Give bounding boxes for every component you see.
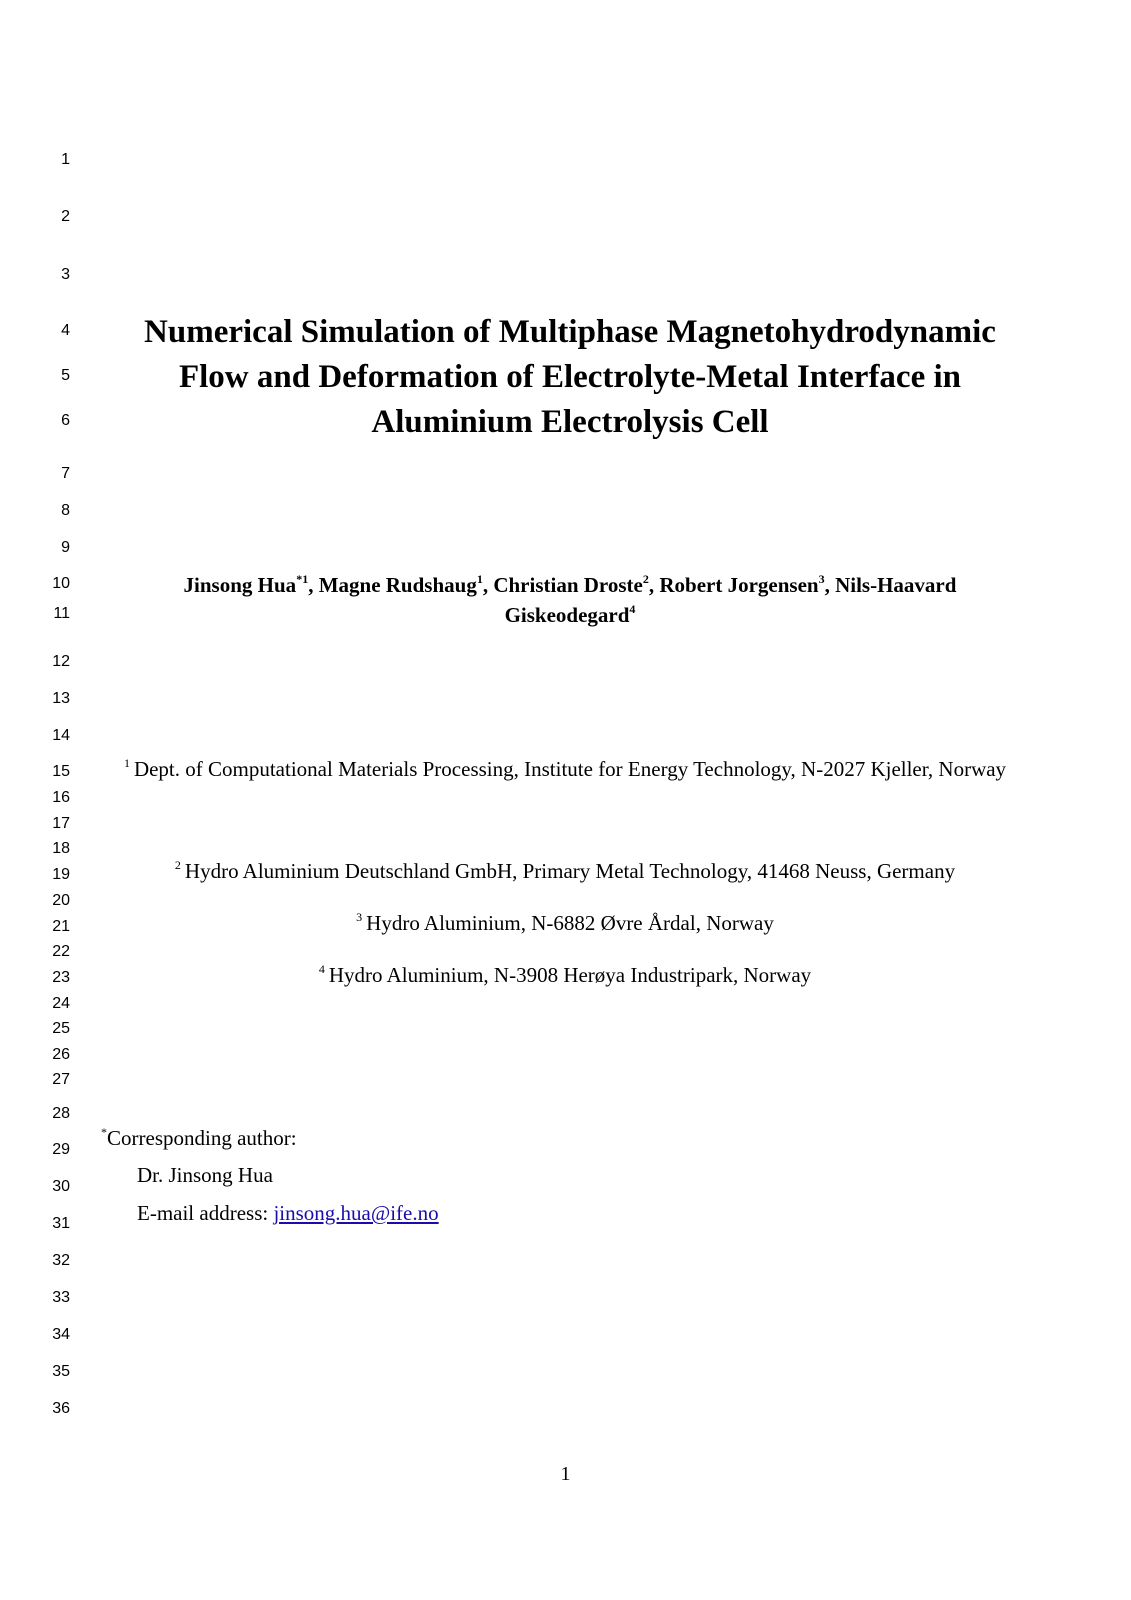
author-name: Christian Droste	[493, 573, 643, 597]
affiliation-text: Dept. of Computational Materials Processing, Institute for Energy Technology, N-2027 Kjeller, Norway	[133, 757, 1007, 781]
line-number: 19	[52, 866, 70, 883]
author-name: Jinsong Hua	[183, 573, 297, 597]
email-link[interactable]: jinsong.hua@ife.no	[273, 1201, 439, 1225]
title-line: Numerical Simulation of Multiphase Magnetohydrodynamic	[144, 314, 996, 350]
line-number: 7	[61, 465, 70, 482]
line-number: 1	[61, 151, 70, 168]
line-number: 3	[61, 266, 70, 283]
line-number: 30	[52, 1178, 70, 1195]
affiliation	[100, 858, 1030, 884]
author-name: Magne Rudshaug	[318, 573, 477, 597]
line-number: 15	[52, 763, 70, 780]
corresponding-label-text: Corresponding author:	[107, 1126, 297, 1150]
line-number: 5	[61, 367, 70, 384]
line-number: 34	[52, 1326, 70, 1343]
author-affil-mark: 4	[629, 602, 636, 616]
author-name: Robert Jorgensen	[659, 573, 819, 597]
corresponding-author-label	[101, 1125, 297, 1151]
line-number: 4	[61, 322, 70, 339]
line-number: 22	[52, 943, 70, 960]
line-number: 20	[52, 892, 70, 909]
line-number: 27	[52, 1071, 70, 1088]
page-number: 1	[560, 1463, 571, 1485]
line-number: 6	[61, 412, 70, 429]
line-number: 14	[52, 727, 70, 744]
line-number: 25	[52, 1020, 70, 1037]
line-number: 17	[52, 815, 70, 832]
affiliation	[100, 910, 1030, 936]
line-number: 12	[52, 653, 70, 670]
email-label: E-mail address:	[137, 1201, 274, 1225]
line-number: 21	[52, 918, 70, 935]
line-number: 18	[52, 840, 70, 857]
line-number: 8	[61, 502, 70, 519]
line-number: 10	[52, 575, 70, 592]
line-number: 35	[52, 1363, 70, 1380]
author-affil-mark: 3	[818, 572, 825, 586]
author-list	[120, 570, 1020, 630]
corresponding-author-email	[137, 1200, 439, 1226]
affiliation-text: Hydro Aluminium, N-3908 Herøya Industripark, Norway	[328, 963, 812, 987]
author-affil-mark: 1	[476, 572, 483, 586]
author-affil-mark: *1	[296, 572, 309, 586]
line-number: 13	[52, 690, 70, 707]
affiliation-mark: 4	[318, 962, 325, 976]
corresponding-mark: *	[101, 1125, 107, 1139]
line-number: 33	[52, 1289, 70, 1306]
line-number: 36	[52, 1400, 70, 1417]
corresponding-author-name: Dr. Jinsong Hua	[137, 1163, 273, 1187]
line-number: 29	[52, 1141, 70, 1158]
author-affil-mark: 2	[642, 572, 649, 586]
author-name: Nils-Haavard Giskeodegard	[504, 573, 957, 627]
author-separator: ,	[648, 573, 660, 597]
line-number: 23	[52, 969, 70, 986]
line-number: 31	[52, 1215, 70, 1232]
line-number: 24	[52, 995, 70, 1012]
affiliation	[100, 756, 1030, 782]
line-number: 28	[52, 1105, 70, 1122]
paper-title	[90, 310, 1050, 445]
author-separator: ,	[308, 573, 319, 597]
line-number: 32	[52, 1252, 70, 1269]
author-separator: ,	[824, 573, 836, 597]
affiliation-mark: 2	[174, 858, 181, 872]
title-line: Flow and Deformation of Electrolyte-Metal Interface in	[178, 359, 961, 395]
affiliation-text: Hydro Aluminium, N-6882 Øvre Årdal, Norway	[366, 911, 774, 935]
affiliation-mark: 3	[356, 910, 363, 924]
affiliation-mark: 1	[123, 756, 130, 770]
affiliation	[100, 962, 1030, 988]
line-number: 11	[53, 605, 70, 622]
line-number: 26	[52, 1046, 70, 1063]
author-separator: ,	[482, 573, 494, 597]
title-line: Aluminium Electrolysis Cell	[371, 404, 769, 440]
affiliation-text: Hydro Aluminium Deutschland GmbH, Primary Metal Technology, 41468 Neuss, Germany	[184, 859, 956, 883]
line-number: 9	[61, 539, 70, 556]
line-number: 16	[52, 789, 70, 806]
line-number: 2	[61, 208, 70, 225]
